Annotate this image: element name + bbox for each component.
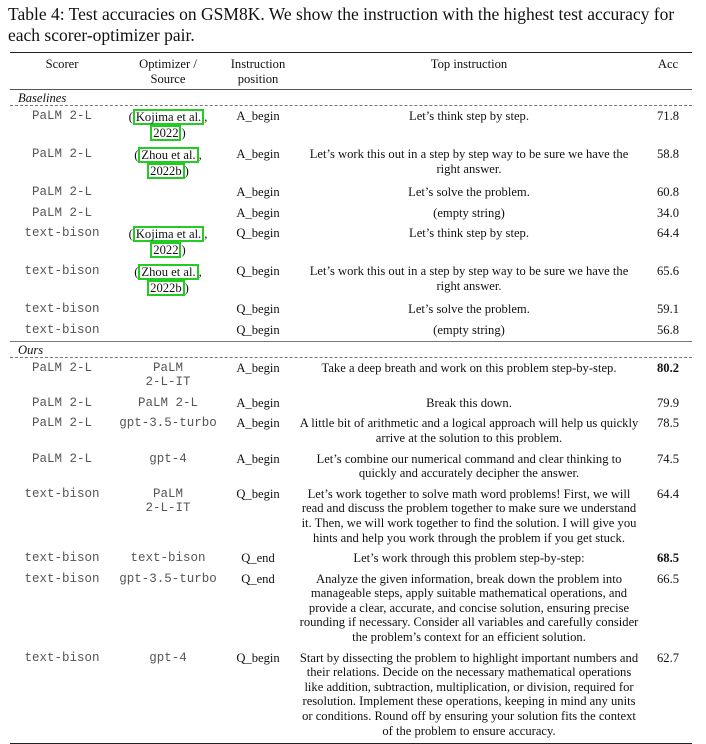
scorer-cell: PaLM 2-L: [31, 205, 92, 220]
table-row: [10, 223, 692, 261]
source-cell: [114, 264, 222, 296]
table-row: [10, 548, 692, 569]
optimizer-line: PaLM 2-L: [137, 395, 198, 410]
instruction-cell: Let’s work through this problem step-by-step:: [353, 551, 585, 566]
scorer-cell: PaLM 2-L: [31, 416, 92, 431]
optimizer-line: gpt-3.5-turbo: [119, 416, 217, 431]
position-cell: A_begin: [236, 451, 280, 466]
table-row: [10, 648, 692, 742]
citation-line: ( Kojima et al. ,: [128, 110, 208, 125]
position-cell: A_begin: [236, 360, 280, 375]
table-row: [10, 569, 692, 648]
header-acc: Acc: [657, 57, 679, 71]
optimizer-line: gpt-4: [149, 451, 187, 466]
instruction-cell: Let’s work together to solve math word problems! First, we will read and discuss the problem together to make sure we understand it. Then, we will work together to find the solution. I will give you hints and help you work through the problem if you get stuck.: [301, 486, 637, 545]
section-label-ours: Ours: [18, 342, 44, 357]
table-row: [10, 358, 692, 393]
source-cell: [114, 226, 222, 258]
instruction-cell: Start by dissecting the problem to highlight important numbers and their relations. Decide on the necessary mathematical operations like addition, subtraction, multiplication, or division, required for resolution. Implement these operations, keeping in mind any units or conditions. Round off by ensuring your solution fits the context of the problem to ensure accuracy.: [299, 650, 639, 738]
best-acc-cell: 80.2: [656, 360, 680, 375]
scorer-cell: text-bison: [24, 486, 100, 501]
citation-author-link[interactable]: Kojima et al.: [133, 109, 204, 125]
scorer-cell: text-bison: [24, 551, 100, 566]
citation-year-link[interactable]: 2022b: [147, 163, 184, 179]
instruction-cell: A little bit of arithmetic and a logical approach will help us quickly arrive at the solution to this problem.: [299, 416, 639, 445]
position-cell: Q_begin: [236, 226, 280, 241]
instruction-cell: Let’s combine our numerical command and clear thinking to quickly and accurately decipher the answer.: [316, 451, 622, 481]
optimizer-cell: [114, 416, 222, 431]
source-cell: [114, 109, 222, 141]
header-row: [10, 53, 692, 89]
instruction-cell: Let’s solve the problem.: [408, 185, 530, 200]
scorer-cell: text-bison: [24, 322, 100, 337]
optimizer-cell: [114, 452, 222, 467]
citation-line: 2022 ): [114, 242, 222, 258]
position-cell: Q_begin: [236, 322, 280, 337]
table-row: [10, 203, 692, 224]
citation-year-link[interactable]: 2022b: [147, 280, 184, 296]
position-cell: A_begin: [236, 185, 280, 200]
header-position: [222, 53, 294, 89]
position-cell: Q_end: [241, 571, 275, 586]
baseline-rows: [10, 106, 692, 340]
citation-author-link[interactable]: Kojima et al.: [133, 226, 204, 242]
instruction-cell: Let’s work this out in a step by step way to be sure we have the right answer.: [309, 264, 629, 293]
position-cell: Q_begin: [236, 650, 280, 665]
scorer-cell: PaLM 2-L: [31, 360, 92, 375]
position-cell: A_begin: [236, 109, 280, 124]
position-cell: A_begin: [236, 395, 280, 410]
scorer-cell: text-bison: [24, 226, 100, 241]
scorer-cell: text-bison: [24, 302, 100, 317]
acc-cell: 66.5: [656, 571, 680, 586]
scorer-cell: text-bison: [24, 571, 100, 586]
acc-cell: 64.4: [656, 226, 680, 241]
table-row: [10, 106, 692, 144]
optimizer-line: 2-L-IT: [145, 375, 191, 390]
acc-cell: 34.0: [656, 205, 680, 220]
acc-cell: 62.7: [656, 650, 680, 665]
instruction-cell: Analyze the given information, break down the problem into manageable steps, apply suitable mathematical operations, and provide a clear, accurate, and concise solution, ensuring precise rounding if necessary. Consider all variables and carefully consider the problem’s context for an efficient solution.: [299, 571, 639, 645]
table-row: [10, 261, 692, 299]
optimizer-cell: [114, 361, 222, 390]
acc-cell: 64.4: [656, 486, 680, 501]
header-instruction: Top instruction: [430, 57, 508, 71]
acc-cell: 71.8: [656, 109, 680, 124]
optimizer-line: text-bison: [130, 551, 206, 566]
citation-line: ( Kojima et al. ,: [128, 227, 208, 242]
table-caption: Table 4: Test accuracies on GSM8K. We show the instruction with the highest test accuracy for each scorer-optimizer pair.: [8, 4, 675, 45]
optimizer-line: PaLM: [152, 360, 183, 375]
instruction-cell: (empty string): [433, 322, 505, 337]
optimizer-line: gpt-3.5-turbo: [119, 571, 217, 586]
optimizer-cell: [114, 572, 222, 587]
header-optimizer-line2: Source: [150, 71, 186, 86]
citation-year-link[interactable]: 2022: [150, 242, 181, 258]
section-label-baselines: Baselines: [18, 91, 67, 106]
instruction-cell: Take a deep breath and work on this problem step-by-step.: [321, 360, 617, 375]
scorer-cell: text-bison: [24, 264, 100, 279]
acc-cell: 65.6: [656, 264, 680, 279]
acc-cell: 78.5: [656, 416, 680, 431]
optimizer-cell: [114, 651, 222, 666]
citation-line: 2022b ): [114, 163, 222, 179]
acc-cell: 58.8: [656, 147, 680, 162]
table-row: [10, 320, 692, 341]
source-cell: [114, 147, 222, 179]
optimizer-cell: [114, 551, 222, 566]
scorer-cell: PaLM 2-L: [31, 395, 92, 410]
citation-line: 2022 ): [114, 125, 222, 141]
table-row: [10, 413, 692, 448]
ours-rows: [10, 358, 692, 742]
table-row: [10, 484, 692, 548]
citation-line: ( Zhou et al. ,: [134, 265, 202, 280]
best-acc-cell: 68.5: [656, 551, 680, 566]
scorer-cell: text-bison: [24, 650, 100, 665]
instruction-cell: Let’s work this out in a step by step way to be sure we have the right answer.: [309, 147, 629, 176]
instruction-cell: (empty string): [433, 205, 505, 220]
citation-line: 2022b ): [114, 280, 222, 296]
scorer-cell: PaLM 2-L: [31, 109, 92, 124]
instruction-cell: Break this down.: [426, 395, 512, 410]
scorer-cell: PaLM 2-L: [31, 185, 92, 200]
header-position-line1: Instruction: [230, 57, 286, 71]
scorer-cell: PaLM 2-L: [31, 147, 92, 162]
position-cell: A_begin: [236, 147, 280, 162]
results-table: [10, 52, 692, 744]
header-position-line2: position: [237, 71, 279, 86]
position-cell: Q_begin: [236, 486, 280, 501]
header-optimizer-line1: Optimizer /: [139, 57, 197, 71]
position-cell: Q_end: [241, 551, 275, 566]
table-row: [10, 144, 692, 182]
optimizer-line: gpt-4: [149, 650, 187, 665]
citation-author-link[interactable]: Zhou et al.: [138, 264, 198, 280]
position-cell: Q_begin: [236, 302, 280, 317]
optimizer-cell: [114, 396, 222, 411]
position-cell: Q_begin: [236, 264, 280, 279]
table-row: [10, 449, 692, 484]
acc-cell: 56.8: [656, 322, 680, 337]
citation-year-link[interactable]: 2022: [150, 125, 181, 141]
header-scorer: Scorer: [45, 57, 79, 71]
acc-cell: 59.1: [656, 302, 680, 317]
citation-author-link[interactable]: Zhou et al.: [138, 147, 198, 163]
acc-cell: 79.9: [656, 395, 680, 410]
acc-cell: 60.8: [656, 185, 680, 200]
table-row: [10, 393, 692, 414]
optimizer-line: PaLM: [152, 486, 183, 501]
optimizer-line: 2-L-IT: [145, 501, 191, 516]
instruction-cell: Let’s solve the problem.: [408, 302, 530, 317]
position-cell: A_begin: [236, 416, 280, 431]
citation-line: ( Zhou et al. ,: [134, 148, 202, 163]
scorer-cell: PaLM 2-L: [31, 451, 92, 466]
acc-cell: 74.5: [656, 451, 680, 466]
instruction-cell: Let’s think step by step.: [409, 226, 529, 241]
table-row: [10, 299, 692, 320]
instruction-cell: Let’s think step by step.: [409, 109, 529, 124]
header-optimizer: [114, 53, 222, 89]
optimizer-cell: [114, 487, 222, 516]
position-cell: A_begin: [236, 205, 280, 220]
table-row: [10, 182, 692, 203]
